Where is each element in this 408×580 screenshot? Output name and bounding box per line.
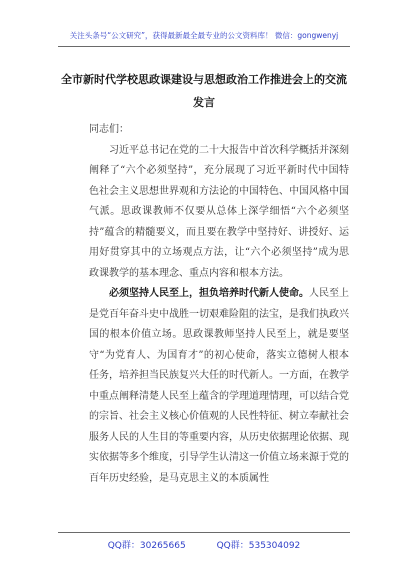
paragraph-2-body: 人民至上是党百年奋斗史中战胜一切艰难险阻的法宝，是我们执政兴国的根本价值立场。思政课教师坚持人民至上，就是要坚守“为党育人、为国育才”的初心使命，落实立德树人根本任务，培养担当民族复兴大任的时代新人。一方面，在教学中重点阐释清楚人民至上蕴含的学理道理情理，可以结合党的宗旨、社会主义核心价值观的人民性特征、树立奉献社会服务人民的人生目的等重要内容，从历史依据理论依据、现实依据等多个维度，引导学生认清这一价值立场来源于党的百年历史经验，是马克思主义的本质属性 [89,288,349,484]
footer [0,538,408,551]
paragraph-1: 习近平总书记在党的二十大报告中首次科学概括并深刻阐释了“六个必须坚持”，充分展现了习近平新时代中国特色社会主义思想世界观和方法论的中国特色、中国风格中国气派。思政课教师不仅要从总体上深学细悟“六个必须坚持”蕴含的精髓要义，而且要在教学中坚持好、讲授好、运用好贯穿其中的立场观点方法，让“六个必须坚持”成为思政课教学的基本理念、重点内容和根本方法。 [89,144,349,279]
paragraph-2-heading: 必须坚持人民至上，担负培养时代新人使命。 [109,288,309,299]
document-body [89,120,349,489]
footer-qq-group-1: QQ群：30265665 [107,541,186,551]
salutation: 同志们： [89,124,129,135]
header-banner: 关注头条号“公文研究”，获得最新最全最专业的公文资料库！ 微信：gongwenyj [69,31,339,40]
paragraph-2 [89,284,349,489]
footer-qq-group-2: QQ群：535304092 [216,541,301,551]
footer-divider [58,532,350,533]
document-title: 全市新时代学校思政课建设与思想政治工作推进会上的交流发言 [61,73,347,109]
header-divider [58,46,350,47]
